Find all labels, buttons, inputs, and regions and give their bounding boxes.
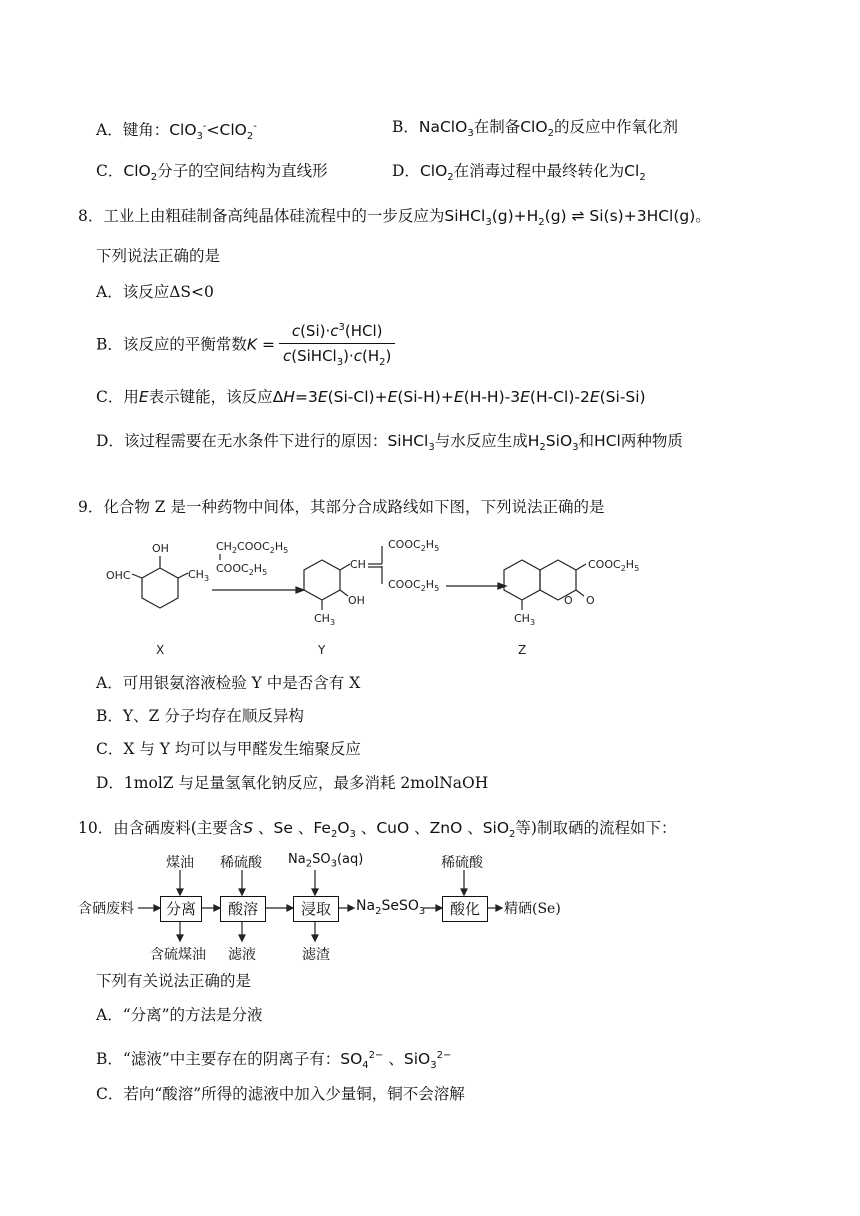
z-ch3-label: $CH_3$ — [514, 612, 536, 627]
q8-c-formula: ΔH=3E(Si-Cl)+E(Si-H)+E(H-H)-3E(H-Cl)-2E(Si-Si) — [272, 388, 646, 406]
q9-option-b: B．Y、Z 分子均存在顺反异构 — [96, 707, 304, 725]
q8-b-label: B．该反应的平衡常数 — [96, 335, 247, 354]
reagent-line1: $CH_2COOC_2H_5$ — [216, 540, 289, 555]
q7-c-text: 分子的空间结构为直线形 — [157, 162, 328, 180]
q8-d-post: 两种物质 — [620, 432, 683, 450]
q7-option-b — [392, 116, 678, 145]
flow-out-filtrate: 滤液 — [228, 947, 256, 963]
q9-option-a: A．可用银氨溶液检验 Y 中是否含有 X — [96, 674, 361, 692]
q10-option-c: C．若向“酸溶”所得的滤液中加入少量铜，铜不会溶解 — [96, 1085, 465, 1103]
flow-in-na2so3: $Na_2SO_3(aq)$ — [288, 852, 364, 870]
q7-c-formula: ClO$_2$ — [123, 162, 158, 184]
q10-stem-post: 等)制取硒的流程如下： — [515, 819, 677, 837]
q9-synthesis-route — [100, 528, 660, 668]
q8-equation: $SiHCl_3(g)+H_2(g)$ ⇌ Si(s)+3HCl(g) — [444, 207, 696, 229]
q7-a-label: A．键角： — [96, 121, 170, 140]
q8-d-label: D．该过程需要在无水条件下进行的原因： — [96, 432, 388, 450]
flow-out-sulfur-kerosene: 含硫煤油 — [150, 947, 206, 963]
flow-box-leach: 浸取 — [293, 896, 339, 922]
q7-c-label: C． — [96, 162, 124, 180]
z-cooet: $COOC_2H_5$ — [588, 558, 640, 573]
q8-d-formula3: HCl — [594, 432, 621, 450]
flow-start: 含硒废料 — [78, 901, 134, 917]
y-oh-label: OH — [348, 594, 365, 607]
q10-option-a: A．“分离”的方法是分液 — [96, 1006, 263, 1024]
q10-b-ions: $SO_4^{2-}$ 、SiO$_3^{2-}$ — [340, 1050, 452, 1072]
q10-option-b — [96, 1045, 451, 1077]
flow-box-separate: 分离 — [160, 896, 202, 922]
q7-d-formula2: $Cl_2$ — [624, 162, 646, 184]
q8-stem: 8．工业上由粗硅制备高纯晶体硅流程中的一步反应为$SiHCl_3(g)+H_2(g)$ ⇌ Si(s)+3HCl(g)。 — [78, 207, 711, 229]
x-ch3-label: $CH_3$ — [188, 568, 210, 583]
q7-b-formula2: ClO$_2$ — [520, 118, 554, 140]
q8-c-label: C．用 — [96, 388, 139, 406]
q7-d-text: 在消毒过程中最终转化为 — [453, 162, 625, 180]
label-x: X — [156, 643, 165, 657]
flow-in-acid: 稀硫酸 — [220, 855, 262, 871]
y-cooet1: $COOC_2H_5$ — [388, 538, 440, 553]
q8-d-and: 和 — [578, 432, 595, 450]
flow-out-residue: 滤渣 — [302, 947, 330, 963]
label-y: Y — [318, 643, 326, 657]
q7-d-formula: ClO$_2$ — [419, 162, 454, 184]
y-ch-label: CH — [350, 558, 366, 571]
q8-option-a: A．该反应ΔS<0 — [96, 283, 214, 301]
q9-option-d: D．1molZ 与足量氢氧化钠反应，最多消耗 2molNaOH — [96, 774, 489, 792]
q7-b-formula: NaClO$_3$ — [418, 118, 474, 140]
q8-d-formula2: $H_2SiO_3$ — [527, 432, 579, 454]
flow-end: 精硒(Se) — [504, 901, 561, 917]
q8-option-b — [96, 318, 395, 373]
q9-stem: 9．化合物 Z 是一种药物中间体，其部分合成路线如下图，下列说法正确的是 — [78, 498, 605, 516]
x-cho-label: OHC — [106, 569, 131, 582]
q8-c-e: E — [138, 388, 149, 406]
z-o-label: O — [586, 594, 595, 607]
q7-b-text: 在制备 — [473, 118, 521, 136]
q7-b-text2: 的反应中作氧化剂 — [553, 118, 678, 136]
q7-option-c — [96, 160, 328, 189]
y-cooet2: $COOC_2H_5$ — [388, 578, 440, 593]
q8-b-fraction: $\frac{c(Si)\cdot c^3(HCl)}{c(SiHCl_3)\cdot c(H_2)}$ — [279, 318, 395, 373]
q10-b-label: B．“滤液”中主要存在的阴离子有： — [96, 1050, 341, 1069]
label-z: Z — [518, 643, 527, 657]
q7-option-a — [96, 116, 257, 148]
q7-a-formula: ClO$_3$-<ClO$_2$- — [169, 121, 257, 143]
q10-stem — [78, 817, 676, 846]
x-oh-label: OH — [152, 542, 169, 555]
q10-stem2: 下列有关说法正确的是 — [96, 972, 252, 990]
q7-d-label: D． — [392, 162, 420, 180]
q10-stem-pre: 10．由含硒废料(主要含 — [78, 819, 244, 837]
flow-box-acidify: 酸化 — [442, 896, 488, 922]
q7-option-d — [392, 160, 646, 189]
q7-b-label: B． — [392, 118, 419, 136]
q8-d-text: 与水反应生成 — [434, 432, 528, 450]
q8-c-text: 表示键能，该反应 — [148, 388, 273, 406]
q8-d-formula1: SiHCl$_3$ — [387, 432, 435, 454]
flow-in-acid-2: 稀硫酸 — [441, 855, 483, 871]
q10-materials: S 、Se 、$Fe_2O_3$ 、CuO 、ZnO 、SiO$_2$ — [243, 819, 516, 841]
z-ring-o-label: O — [564, 594, 573, 607]
q8-stem2: 下列说法正确的是 — [96, 247, 221, 265]
q8-option-d — [96, 430, 683, 459]
q9-option-c: C．X 与 Y 均可以与甲醛发生缩聚反应 — [96, 740, 361, 758]
q8-option-c — [96, 386, 646, 408]
flow-intermediate: $Na_2SeSO_3$ — [356, 898, 426, 917]
q8-stem-text: 8．工业上由粗硅制备高纯晶体硅流程中的一步反应为 — [78, 207, 445, 225]
flow-box-acid-dissolve: 酸溶 — [220, 896, 266, 922]
reagent-line2: $COOC_2H_5$ — [216, 562, 268, 577]
flow-in-kerosene: 煤油 — [166, 855, 194, 871]
q8-b-k: K = — [246, 335, 275, 354]
y-ch3-label: $CH_3$ — [314, 612, 336, 627]
